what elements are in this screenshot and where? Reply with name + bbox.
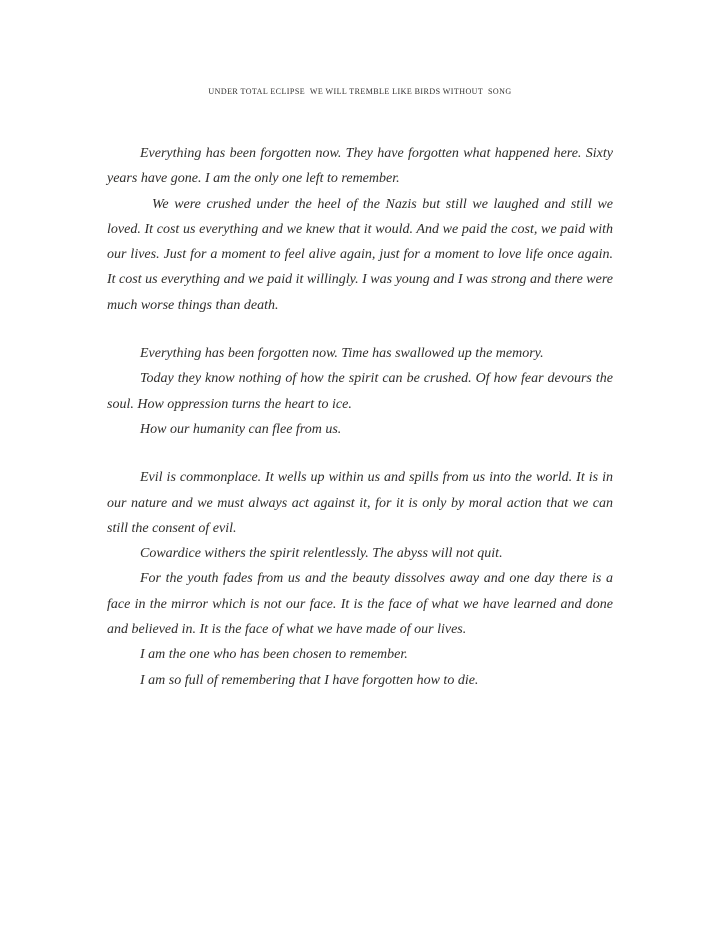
paragraph-4: Today they know nothing of how the spirit can be crushed. Of how fear devours the soul. How oppression turns the heart to ice.	[107, 371, 613, 412]
body-text	[107, 141, 613, 693]
paragraph-1: Everything has been forgotten now. They have forgotten what happened here. Sixty years have gone. I am the only one left to remember.	[107, 146, 613, 187]
running-header: UNDER TOTAL ECLIPSE WE WILL TREMBLE LIKE BIRDS WITHOUT SONG	[208, 87, 512, 96]
paragraph-6: Evil is commonplace. It wells up within us and spills from us into the world. It is in our nature and we must always act against it, for it is only by moral action that we can still the consent of evil.	[107, 470, 613, 536]
paragraph-10: I am so full of remembering that I have forgotten how to die.	[140, 672, 479, 688]
paragraph-5: How our humanity can flee from us.	[140, 421, 342, 437]
paragraph-2: We were crushed under the heel of the Nazis but still we laughed and still we loved. It cost us everything and we knew that it would. And we paid the cost, we paid with our lives. Just for a moment to feel alive again, just for a moment to love life once again. It cost us everything and we paid it willingly. I was young and I was strong and there were much worse things than death.	[107, 196, 613, 313]
paragraph-9: I am the one who has been chosen to remember.	[140, 647, 408, 663]
paragraph-3: Everything has been forgotten now. Time has swallowed up the memory.	[140, 346, 544, 362]
paragraph-7: Cowardice withers the spirit relentlessly. The abyss will not quit.	[140, 546, 503, 562]
paragraph-8: For the youth fades from us and the beauty dissolves away and one day there is a face in the mirror which is not our face. It is the face of what we have learned and done and believed in. It is the face of what we have made of our lives.	[107, 571, 613, 638]
